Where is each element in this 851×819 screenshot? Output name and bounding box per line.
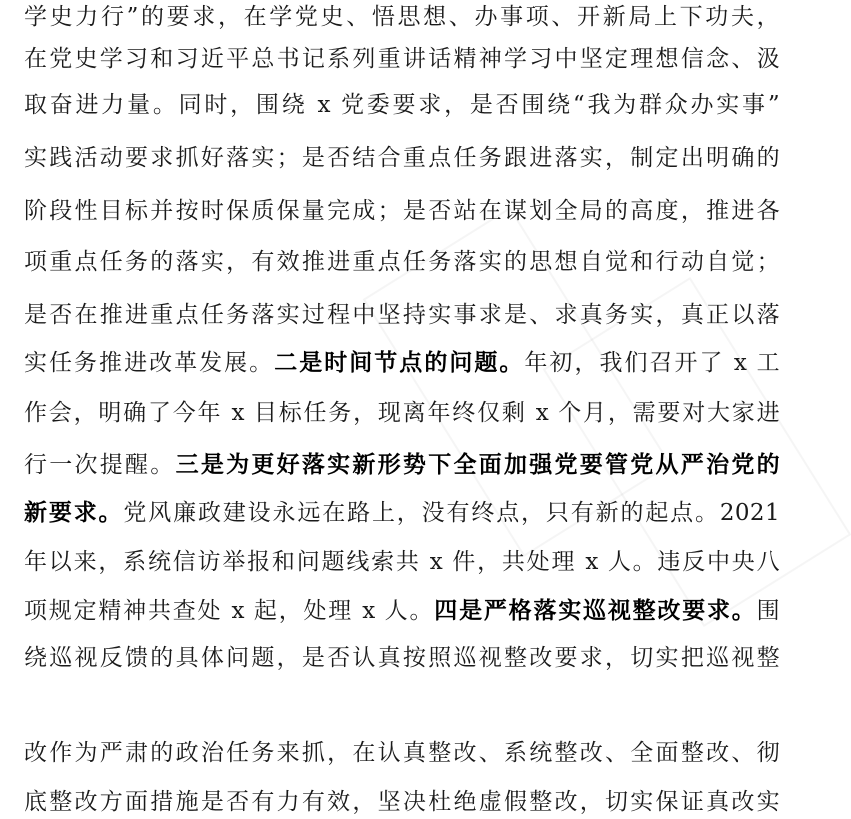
text-run: 是否在推进重点任务落实过程中坚持实事求是、求真务实，真正以落: [24, 302, 780, 328]
text-line-7: [24, 298, 780, 332]
text-run: 年初，我们召开了 x 工: [524, 350, 780, 376]
text-line-13: [24, 594, 780, 628]
text-line-15: [24, 736, 780, 770]
bold-text-run: 三是为更好落实新形势下全面加强党要管党从严治党的: [175, 451, 780, 478]
text-run: 实践活动要求抓好落实；是否结合重点任务跟进落实，制定出明确的: [24, 145, 780, 171]
text-run: 绕巡视反馈的具体问题，是否认真按照巡视整改要求，切实把巡视整: [24, 645, 780, 671]
text-line-14: [24, 641, 780, 675]
text-run: 阶段性目标并按时保质保量完成；是否站在谋划全局的高度，推进各: [24, 198, 780, 224]
text-line-12: [24, 545, 780, 579]
text-run: 行一次提醒。: [24, 452, 176, 478]
text-line-11: [24, 496, 780, 530]
text-line-4: [24, 141, 780, 175]
text-line-10: [24, 448, 780, 482]
text-run: 改作为严肃的政治任务来抓，在认真整改、系统整改、全面整改、彻: [24, 740, 780, 766]
text-line-1: [24, 0, 780, 34]
text-run: 在党史学习和习近平总书记系列重讲话精神学习中坚定理想信念、汲: [24, 46, 780, 72]
text-line-3: [24, 88, 780, 122]
text-run: 项规定精神共查处 x 起，处理 x 人。: [24, 598, 435, 624]
text-run: 年以来，系统信访举报和问题线索共 x 件，共处理 x 人。违反中央八: [24, 549, 780, 575]
text-line-5: [24, 194, 780, 228]
text-line-2: [24, 42, 780, 76]
bold-text-run: 新要求。: [24, 499, 124, 526]
text-line-16: [24, 785, 780, 819]
text-run: 底整改方面措施是否有力有效，坚决杜绝虚假整改，切实保证真改实: [24, 789, 780, 815]
text-run: 党风廉政建设永远在路上，没有终点，只有新的起点。2021: [123, 500, 781, 526]
text-run: 取奋进力量。同时，围绕 x 党委要求，是否围绕“我为群众办实事”: [24, 92, 780, 118]
text-line-6: [24, 245, 780, 279]
text-run: 学史力行”的要求，在学党史、悟思想、办事项、开新局上下功夫，: [24, 4, 780, 30]
text-run: 项重点任务的落实，有效推进重点任务落实的思想自觉和行动自觉；: [24, 249, 780, 275]
text-run: 实任务推进改革发展。: [24, 350, 275, 376]
text-run: 围: [756, 598, 781, 624]
bold-text-run: 四是严格落实巡视整改要求。: [434, 597, 757, 624]
text-line-8: [24, 346, 780, 380]
bold-text-run: 二是时间节点的问题。: [274, 349, 525, 376]
text-line-9: [24, 396, 780, 430]
text-run: 作会，明确了今年 x 目标任务，现离年终仅剩 x 个月，需要对大家进: [24, 400, 780, 426]
